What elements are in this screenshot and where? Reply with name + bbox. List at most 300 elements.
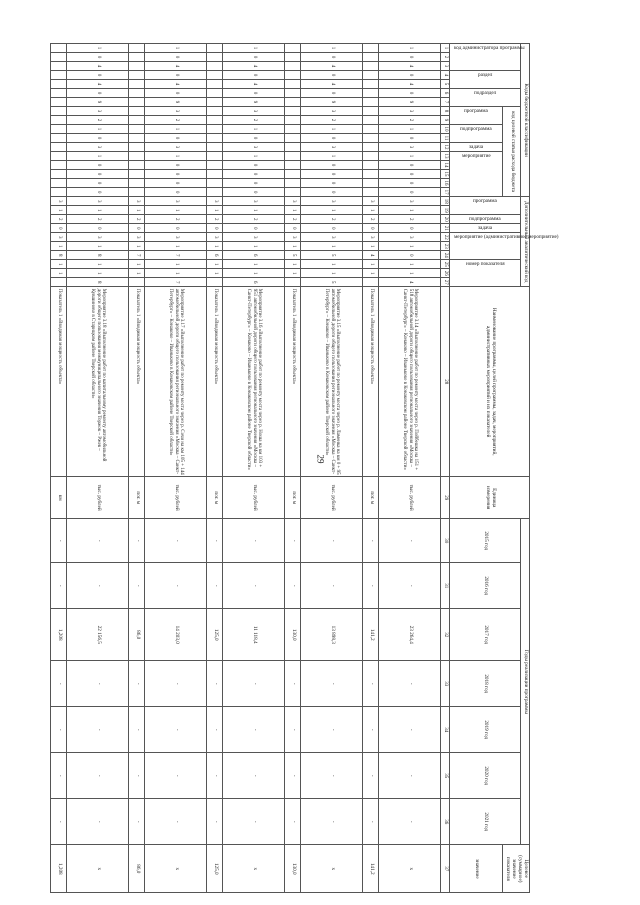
code-cell: 1 [129,260,145,269]
column-number: 26 [441,269,450,278]
year-value-cell: - [379,519,441,563]
code-cell: 1 [301,44,363,53]
column-number: 36 [441,799,450,845]
year-value-cell: - [207,661,223,707]
table-row [285,44,301,893]
code-cell: 0 [379,71,441,80]
code-cell: 0 [207,224,223,233]
code-cell: 4 [379,278,441,287]
column-number: 3 [441,62,450,71]
code-cell: 3 [145,197,207,206]
code-cell [129,161,145,170]
page-number: 29 [315,454,326,464]
code-cell: 0 [67,188,129,197]
year-value-cell: - [51,519,67,563]
column-number: 20 [441,215,450,224]
year-value-cell: - [51,799,67,845]
year-value-cell: - [223,563,285,609]
code-cell: 1 [129,206,145,215]
year-value-cell: - [129,707,145,753]
code-cell: 2 [51,215,67,224]
code-cell: 1 [145,242,207,251]
column-number: 7 [441,98,450,107]
code-cell [51,80,67,89]
code-cell: 0 [223,188,285,197]
code-cell: 0 [301,224,363,233]
column-number: 25 [441,260,450,269]
code-cell: 0 [285,224,301,233]
unit-cell: тыс. рублей [223,477,285,519]
code-cell: 9 [223,98,285,107]
code-cell: 5 [301,251,363,260]
code-cell: 2 [301,116,363,125]
code-cell: 0 [67,89,129,98]
code-cell: 3 [129,197,145,206]
code-cell: 3 [145,143,207,152]
code-cell: 0 [67,161,129,170]
code-cell [207,89,223,98]
code-cell: 1 [301,242,363,251]
code-cell: 1 [363,206,379,215]
code-cell: 1 [207,269,223,278]
code-cell: 2 [129,215,145,224]
code-cell [129,62,145,71]
code-cell: 3 [145,233,207,242]
code-cell: 0 [379,161,441,170]
code-cell [363,116,379,125]
code-cell: 8 [51,251,67,260]
code-cell [363,44,379,53]
code-cell: 0 [301,134,363,143]
description-cell: Показатель 1 «Вводимая мощность объекта» [207,287,223,477]
code-cell: 1 [145,125,207,134]
column-number: 11 [441,134,450,143]
unit-cell: км [51,477,67,519]
header-row-1 [521,44,530,893]
code-cell [285,152,301,161]
code-cell: 1 [67,260,129,269]
unit-header: Единица измерения [450,477,530,519]
code-cell: 1 [379,44,441,53]
year-2019: 2019 год [450,707,521,753]
code-cell: 0 [51,224,67,233]
code-cell [207,98,223,107]
code-cell [51,134,67,143]
code-cell: 0 [379,188,441,197]
code-cell [285,107,301,116]
year-value-cell: - [285,519,301,563]
code-cell: 0 [67,53,129,62]
column-number: 6 [441,89,450,98]
year-value-cell: - [379,563,441,609]
code-cell [207,80,223,89]
code-cell [363,89,379,98]
extra-subprogram-label: подпрограмма [469,215,501,222]
code-cell [51,170,67,179]
code-cell: 0 [67,224,129,233]
code-cell [207,62,223,71]
year-value-cell: - [223,661,285,707]
code-cell [363,62,379,71]
column-number-row [441,44,450,893]
year-value-cell: - [67,519,129,563]
code-cell [285,53,301,62]
code-cell: 2 [363,215,379,224]
unit-cell: пог. м [207,477,223,519]
code-cell: 1 [145,260,207,269]
year-value-cell: - [145,519,207,563]
code-cell: 6 [223,251,285,260]
description-cell: Показатель 1 «Вводимая мощность объекта» [51,287,67,477]
year-value-cell: - [67,563,129,609]
column-number: 16 [441,179,450,188]
year-2020: 2020 год [450,753,521,799]
year-value-cell: - [67,799,129,845]
code-cell [207,71,223,80]
code-cell: 4 [379,80,441,89]
unit-cell: пог. м [285,477,301,519]
year-value-cell: - [207,519,223,563]
year-value-cell: - [51,563,67,609]
code-cell: 7 [145,251,207,260]
code-cell: 8 [67,278,129,287]
code-cell [207,44,223,53]
code-cell: 3 [301,197,363,206]
code-cell: 1 [301,269,363,278]
target-header: Целевое (суммарное) значение показателя [503,845,530,893]
code-cell: 4 [301,80,363,89]
code-cell [207,152,223,161]
code-cell: 3 [301,233,363,242]
table-row [363,44,379,893]
year-value-cell: - [285,753,301,799]
years-header: Годы реализации программы [521,519,530,845]
code-cell: 0 [67,134,129,143]
code-cell: 0 [301,188,363,197]
year-value-cell: - [301,661,363,707]
year-value-cell: - [207,707,223,753]
year-value-cell: - [145,707,207,753]
code-cell: 3 [363,197,379,206]
code-cell [51,53,67,62]
column-number: 34 [441,707,450,753]
code-cell [51,62,67,71]
code-cell: 9 [379,98,441,107]
code-cell: 2 [145,116,207,125]
code-cell: 5 [285,251,301,260]
code-cell [285,134,301,143]
year-value-cell: - [379,707,441,753]
code-cell: 1 [145,152,207,161]
code-cell: 0 [145,53,207,62]
code-cell [129,80,145,89]
column-number: 12 [441,143,450,152]
code-cell [285,161,301,170]
column-number: 19 [441,206,450,215]
year-value-cell: - [301,563,363,609]
year-value-cell: - [285,661,301,707]
year-value-cell: 23 264,4 [379,609,441,661]
description-cell: Мероприятие 3.18 «Выполнение работ по капитальному ремонту автомобильной дороги общего пользования межмуниципального значения Торжок – Ржев – Кувшиново в Старицком районе Тверской области» [67,287,129,477]
code-cell: 1 [207,206,223,215]
code-cell: 0 [379,251,441,260]
budget-table [50,43,559,893]
year-value-cell: 141,2 [363,609,379,661]
year-value-cell: - [301,799,363,845]
table-row [379,44,441,893]
code-cell [285,62,301,71]
code-cell: 2 [379,215,441,224]
unit-cell: пог. м [363,477,379,519]
code-cell [129,152,145,161]
table-row [67,44,129,893]
code-cell: 1 [223,125,285,134]
expense-subprogram-label: подпрограмма [460,125,492,132]
year-value-cell: - [363,799,379,845]
code-cell: 0 [145,224,207,233]
code-cell: 0 [223,224,285,233]
code-cell [129,107,145,116]
code-cell [51,71,67,80]
table-row [51,44,67,893]
column-number: 1 [441,44,450,53]
expense-program-label: программа [464,107,489,114]
target-value-cell: 141,2 [363,845,379,893]
code-cell: 2 [67,116,129,125]
code-cell: 3 [51,197,67,206]
description-cell: Мероприятие 3.17 «Выполнение работ по ремонту моста через р. Сочи на км 105 + 144 автомобильной дороги общего пользования регионального значения «Москва – Санкт-Петербург» – Конаково – Иваньково в Конаковском районе Тверской области» [145,287,207,477]
code-cell [285,98,301,107]
column-number: 18 [441,197,450,206]
code-cell [363,53,379,62]
code-cell [129,44,145,53]
table-row [207,44,223,893]
code-cell [285,116,301,125]
table-row [129,44,145,893]
column-number: 31 [441,563,450,609]
column-number: 13 [441,152,450,161]
code-cell: 0 [379,179,441,188]
unit-cell: тыс. рублей [301,477,363,519]
code-cell: 2 [285,215,301,224]
code-cell: 1 [67,44,129,53]
year-value-cell: 14 203,0 [145,609,207,661]
year-value-cell: - [129,519,145,563]
code-cell: 3 [207,197,223,206]
code-cell [363,98,379,107]
year-2018: 2018 год [450,661,521,707]
year-value-cell: - [67,753,129,799]
code-cell [129,125,145,134]
code-cell: 3 [51,233,67,242]
code-cell: 1 [145,269,207,278]
code-cell: 9 [67,98,129,107]
code-cell: 1 [379,242,441,251]
year-2017: 2017 год [450,609,521,661]
expense-measure-label: мероприятие [461,152,491,159]
column-number: 28 [441,287,450,477]
goal-header: Наименование программы, целей программы, задач, мероприятий, административных мероприятий и их показателей [450,287,530,477]
code-cell [363,125,379,134]
target-value-label: значение [450,845,503,893]
column-number: 8 [441,107,450,116]
code-cell: 0 [379,53,441,62]
code-cell: 0 [145,71,207,80]
target-value-cell: x [145,845,207,893]
code-cell: 3 [379,143,441,152]
year-value-cell: - [285,799,301,845]
code-cell: 1 [51,269,67,278]
year-value-cell: - [51,707,67,753]
code-cell [207,107,223,116]
code-cell: 0 [223,71,285,80]
code-cell: 1 [67,125,129,134]
code-cell [51,116,67,125]
code-cell: 1 [223,152,285,161]
description-cell: Показатель 1 «Вводимая мощность объекта» [129,287,145,477]
year-value-cell: - [363,563,379,609]
column-number: 14 [441,161,450,170]
column-number: 2 [441,53,450,62]
description-cell: Показатель 1 «Вводимая мощность объекта» [285,287,301,477]
target-value-cell: 1,208 [51,845,67,893]
year-value-cell: - [379,753,441,799]
code-cell: 1 [363,269,379,278]
code-cell [363,188,379,197]
column-number: 22 [441,233,450,242]
code-cell: 1 [363,242,379,251]
code-cell: 1 [67,152,129,161]
description-cell: Мероприятие 3.16 «Выполнение работ по ремонту моста через р. Ноша на км 103 + 951 автомобильной дороги общего пользования регионального значения «Москва – Санкт-Петербург» – Конаково – Иваньково в Конаковском районе Тверской области» [223,287,285,477]
code-cell [51,44,67,53]
code-cell: 0 [301,71,363,80]
column-number: 5 [441,80,450,89]
code-cell: 1 [285,269,301,278]
year-value-cell: - [145,799,207,845]
code-cell [285,125,301,134]
expense-task-label: задача [469,143,484,150]
year-value-cell: - [129,661,145,707]
year-value-cell: - [129,799,145,845]
code-cell: 2 [223,116,285,125]
code-cell: 5 [301,278,363,287]
code-cell: 1 [51,260,67,269]
code-cell: 6 [223,278,285,287]
column-number: 10 [441,125,450,134]
target-value-cell: x [67,845,129,893]
code-cell: 0 [129,224,145,233]
code-cell: 4 [301,62,363,71]
code-cell: 0 [145,134,207,143]
code-cell [207,278,223,287]
year-value-cell: - [129,753,145,799]
code-cell: 3 [145,107,207,116]
code-cell [129,71,145,80]
code-cell: 0 [301,170,363,179]
code-cell: 3 [379,197,441,206]
table-body [51,44,441,893]
code-cell [129,116,145,125]
year-value-cell: 86,0 [129,609,145,661]
year-value-cell: - [285,563,301,609]
code-cell [129,134,145,143]
code-cell: 0 [67,170,129,179]
column-number: 29 [441,477,450,519]
year-value-cell: - [223,707,285,753]
code-cell [51,188,67,197]
year-2021: 2021 год [450,799,521,845]
code-cell [129,278,145,287]
code-cell: 3 [67,197,129,206]
code-cell: 1 [129,242,145,251]
code-cell [363,179,379,188]
code-cell: 4 [379,62,441,71]
code-cell: 3 [301,143,363,152]
code-cell: 0 [223,53,285,62]
code-cell: 0 [379,89,441,98]
code-cell [207,161,223,170]
code-cell [51,152,67,161]
year-value-cell: 130,0 [285,609,301,661]
column-number: 24 [441,251,450,260]
description-cell: Мероприятие 3.15 «Выполнение работ по ремонту моста через р. Ламенка на км 0 + 95 автомобильной дороги общего пользования регионального значения «Москва – Санкт-Петербург» – Конаково – Иваньково в Конаковском районе Тверской области» [301,287,363,477]
code-cell: 1 [223,269,285,278]
code-cell: 1 [379,269,441,278]
code-cell: 3 [129,233,145,242]
code-cell: 0 [145,170,207,179]
code-cell: 4 [363,251,379,260]
column-number: 17 [441,188,450,197]
code-cell: 3 [223,233,285,242]
year-value-cell: - [285,707,301,753]
code-cell: 0 [301,53,363,62]
code-cell: 3 [67,143,129,152]
admin-code-label: код администратора программы [454,44,525,51]
column-number: 37 [441,845,450,893]
target-value-cell: x [223,845,285,893]
extra-task-label: задача [478,224,493,231]
code-cell: 4 [67,62,129,71]
code-cell: 0 [363,224,379,233]
code-cell: 3 [207,233,223,242]
code-cell: 1 [67,242,129,251]
code-cell [129,188,145,197]
year-value-cell: 13 898,3 [301,609,363,661]
year-value-cell: - [145,753,207,799]
code-cell: 1 [51,242,67,251]
target-value-cell: x [379,845,441,893]
code-cell [129,98,145,107]
code-cell: 9 [145,98,207,107]
code-cell [207,134,223,143]
column-number: 30 [441,519,450,563]
code-cell: 1 [379,152,441,161]
column-number: 32 [441,609,450,661]
code-cell [129,179,145,188]
code-cell: 8 [67,251,129,260]
target-value-cell: x [301,845,363,893]
code-cell [51,125,67,134]
code-cell [51,107,67,116]
code-cell: 1 [223,242,285,251]
code-cell: 0 [223,179,285,188]
code-cell: 3 [285,233,301,242]
code-cell: 0 [67,179,129,188]
target-value-cell: 86,0 [129,845,145,893]
column-number: 23 [441,242,450,251]
code-cell: 2 [207,215,223,224]
code-cell [363,278,379,287]
